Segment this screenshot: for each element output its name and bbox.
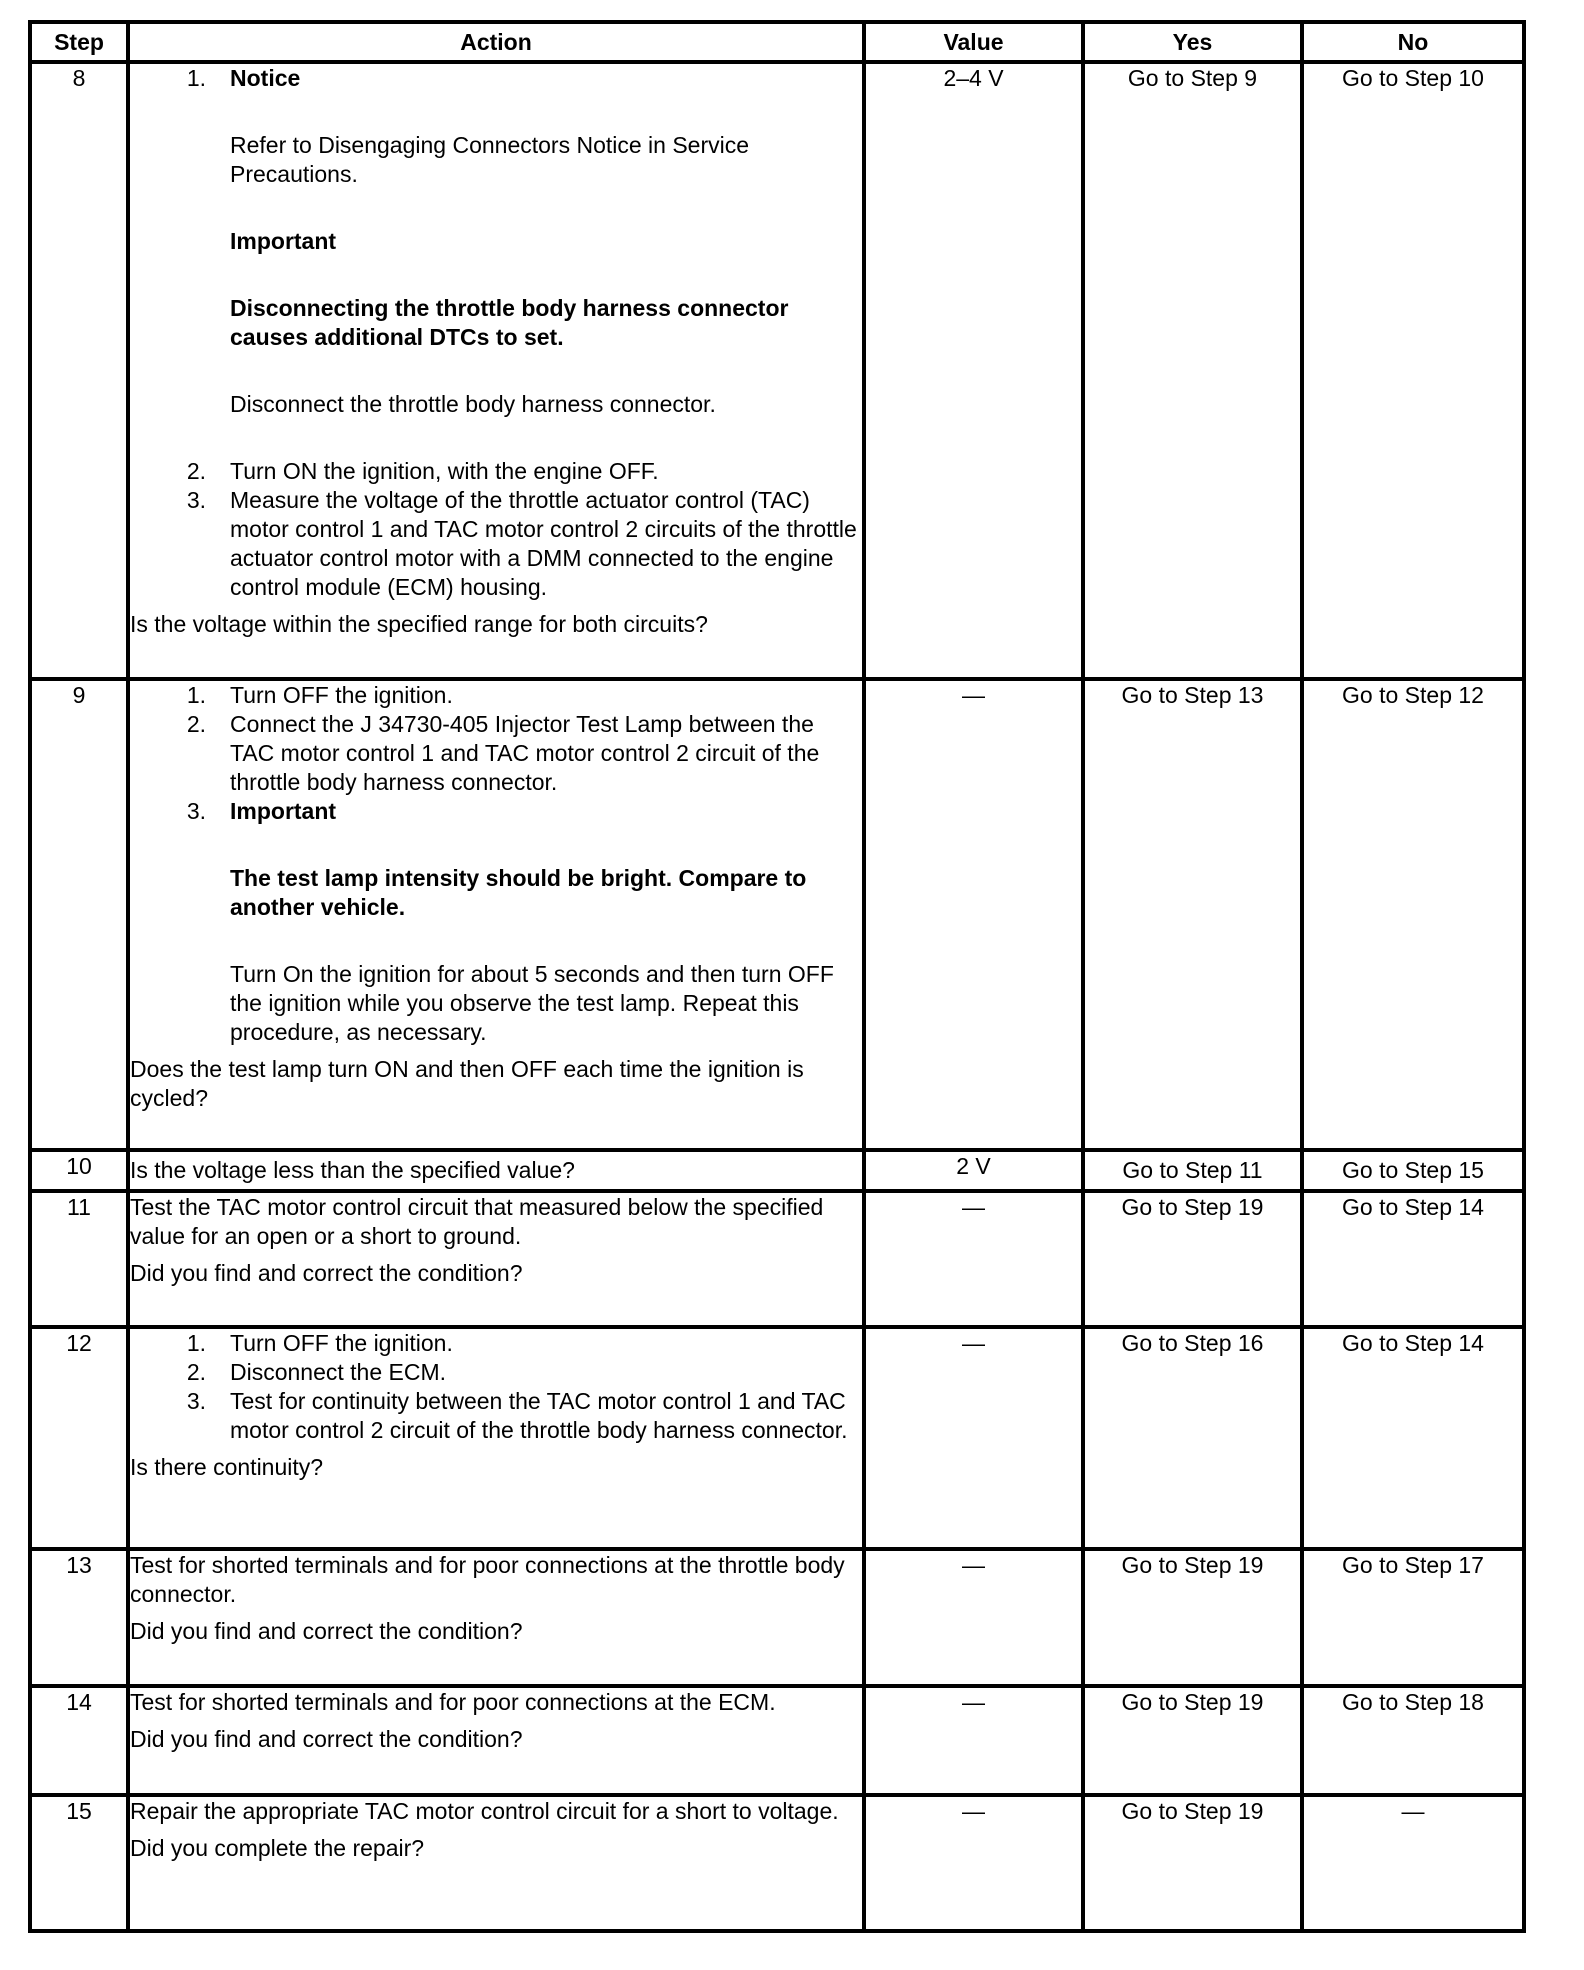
item-number: 2. bbox=[186, 458, 206, 484]
item-text: Test for continuity between the TAC motor control 1 and TAC motor control 2 circuit of the throttle body harness connector. bbox=[230, 1388, 848, 1443]
header-step: Step bbox=[30, 22, 128, 62]
no-cell: Go to Step 14 bbox=[1302, 1191, 1524, 1327]
list-item bbox=[130, 1358, 862, 1387]
yes-cell: Go to Step 19 bbox=[1083, 1795, 1302, 1931]
action-cell bbox=[128, 679, 864, 1150]
no-cell: Go to Step 17 bbox=[1302, 1549, 1524, 1686]
action-cell bbox=[128, 1327, 864, 1549]
step-number: 9 bbox=[30, 679, 128, 1150]
notice-text: Refer to Disengaging Connectors Notice in Service Precautions. bbox=[230, 132, 750, 187]
header-value: Value bbox=[864, 22, 1083, 62]
value-cell: — bbox=[864, 1191, 1083, 1327]
table-row bbox=[30, 1150, 1524, 1191]
item-number: 2. bbox=[186, 711, 206, 737]
important-title: Important bbox=[230, 228, 337, 254]
question-text: Did you complete the repair? bbox=[130, 1835, 425, 1861]
step-number: 12 bbox=[30, 1327, 128, 1549]
header-yes: Yes bbox=[1083, 22, 1302, 62]
value-cell: 2 V bbox=[864, 1150, 1083, 1191]
table-row bbox=[30, 1795, 1524, 1931]
action-text: Test for shorted terminals and for poor connections at the throttle body connector. bbox=[130, 1552, 845, 1607]
turn-on-text: Turn On the ignition for about 5 seconds and then turn OFF the ignition while you observe the test lamp. Repeat this procedure, as necessary. bbox=[230, 961, 834, 1045]
step-number: 8 bbox=[30, 62, 128, 679]
value-cell: — bbox=[864, 1327, 1083, 1549]
value-cell: — bbox=[864, 1686, 1083, 1795]
list-item bbox=[130, 486, 862, 602]
yes-cell: Go to Step 9 bbox=[1083, 62, 1302, 679]
item-text: Turn OFF the ignition. bbox=[230, 682, 453, 708]
header-no: No bbox=[1302, 22, 1524, 62]
action-cell bbox=[128, 1686, 864, 1795]
action-cell bbox=[128, 1795, 864, 1931]
item-text: Connect the J 34730-405 Injector Test Lamp between the TAC motor control 1 and TAC motor control 2 circuit of the throttle body harness connector. bbox=[230, 711, 820, 795]
question-text: Did you find and correct the condition? bbox=[130, 1726, 523, 1752]
question-text: Did you find and correct the condition? bbox=[130, 1260, 523, 1286]
yes-cell: Go to Step 11 bbox=[1083, 1150, 1302, 1191]
question-text: Is there continuity? bbox=[130, 1454, 324, 1480]
step-number: 14 bbox=[30, 1686, 128, 1795]
item-number: 1. bbox=[186, 1330, 206, 1356]
yes-cell: Go to Step 16 bbox=[1083, 1327, 1302, 1549]
no-cell: Go to Step 14 bbox=[1302, 1327, 1524, 1549]
important-text: Disconnecting the throttle body harness connector causes additional DTCs to set. bbox=[230, 295, 789, 350]
table-row bbox=[30, 1191, 1524, 1327]
no-cell: Go to Step 18 bbox=[1302, 1686, 1524, 1795]
question-text: Does the test lamp turn ON and then OFF each time the ignition is cycled? bbox=[130, 1056, 804, 1111]
item-text: Turn ON the ignition, with the engine OFF. bbox=[230, 458, 659, 484]
yes-cell: Go to Step 19 bbox=[1083, 1191, 1302, 1327]
yes-cell: Go to Step 19 bbox=[1083, 1686, 1302, 1795]
table-row bbox=[30, 1327, 1524, 1549]
no-cell: Go to Step 15 bbox=[1302, 1150, 1524, 1191]
action-cell bbox=[128, 1191, 864, 1327]
yes-cell: Go to Step 13 bbox=[1083, 679, 1302, 1150]
table-row bbox=[30, 679, 1524, 1150]
step-number: 11 bbox=[30, 1191, 128, 1327]
item-number: 1. bbox=[186, 682, 206, 708]
value-cell: 2–4 V bbox=[864, 62, 1083, 679]
step-number: 10 bbox=[30, 1150, 128, 1191]
action-text: Is the voltage less than the specified value? bbox=[128, 1150, 864, 1191]
important-title: Important bbox=[230, 798, 337, 824]
header-action: Action bbox=[128, 22, 864, 62]
list-item bbox=[130, 1329, 862, 1358]
step-number: 13 bbox=[30, 1549, 128, 1686]
table-row bbox=[30, 62, 1524, 679]
item-text: Disconnect the ECM. bbox=[230, 1359, 447, 1385]
table-row bbox=[30, 1549, 1524, 1686]
item-number: 1. bbox=[186, 65, 206, 91]
list-item bbox=[130, 457, 862, 486]
header-row bbox=[30, 22, 1524, 62]
action-text: Repair the appropriate TAC motor control circuit for a short to voltage. bbox=[130, 1798, 839, 1824]
notice-title: Notice bbox=[230, 65, 301, 91]
list-item bbox=[130, 797, 862, 1047]
item-number: 3. bbox=[186, 1388, 206, 1414]
disconnect-text: Disconnect the throttle body harness connector. bbox=[230, 391, 716, 417]
item-text: Turn OFF the ignition. bbox=[230, 1330, 453, 1356]
list-item bbox=[130, 64, 862, 457]
diagnostic-steps-table bbox=[28, 20, 1526, 1933]
table-row bbox=[30, 1686, 1524, 1795]
list-item bbox=[130, 681, 862, 710]
value-cell: — bbox=[864, 679, 1083, 1150]
item-text: Measure the voltage of the throttle actuator control (TAC) motor control 1 and TAC motor control 2 circuits of the throttle actuator control motor with a DMM connected to the engine control module (ECM) housing. bbox=[230, 487, 857, 600]
no-cell: Go to Step 12 bbox=[1302, 679, 1524, 1150]
list-item bbox=[130, 1387, 862, 1445]
item-number: 3. bbox=[186, 487, 206, 513]
action-cell bbox=[128, 1549, 864, 1686]
action-text: Test the TAC motor control circuit that measured below the specified value for an open or a short to ground. bbox=[130, 1194, 824, 1249]
question-text: Is the voltage within the specified range for both circuits? bbox=[130, 611, 708, 637]
no-cell: — bbox=[1302, 1795, 1524, 1931]
important-text: The test lamp intensity should be bright. Compare to another vehicle. bbox=[230, 865, 807, 920]
question-text: Did you find and correct the condition? bbox=[130, 1618, 523, 1644]
value-cell: — bbox=[864, 1549, 1083, 1686]
item-number: 3. bbox=[186, 798, 206, 824]
value-cell: — bbox=[864, 1795, 1083, 1931]
action-text: Test for shorted terminals and for poor connections at the ECM. bbox=[130, 1689, 776, 1715]
no-cell: Go to Step 10 bbox=[1302, 62, 1524, 679]
item-number: 2. bbox=[186, 1359, 206, 1385]
action-cell bbox=[128, 62, 864, 679]
list-item bbox=[130, 710, 862, 797]
yes-cell: Go to Step 19 bbox=[1083, 1549, 1302, 1686]
step-number: 15 bbox=[30, 1795, 128, 1931]
